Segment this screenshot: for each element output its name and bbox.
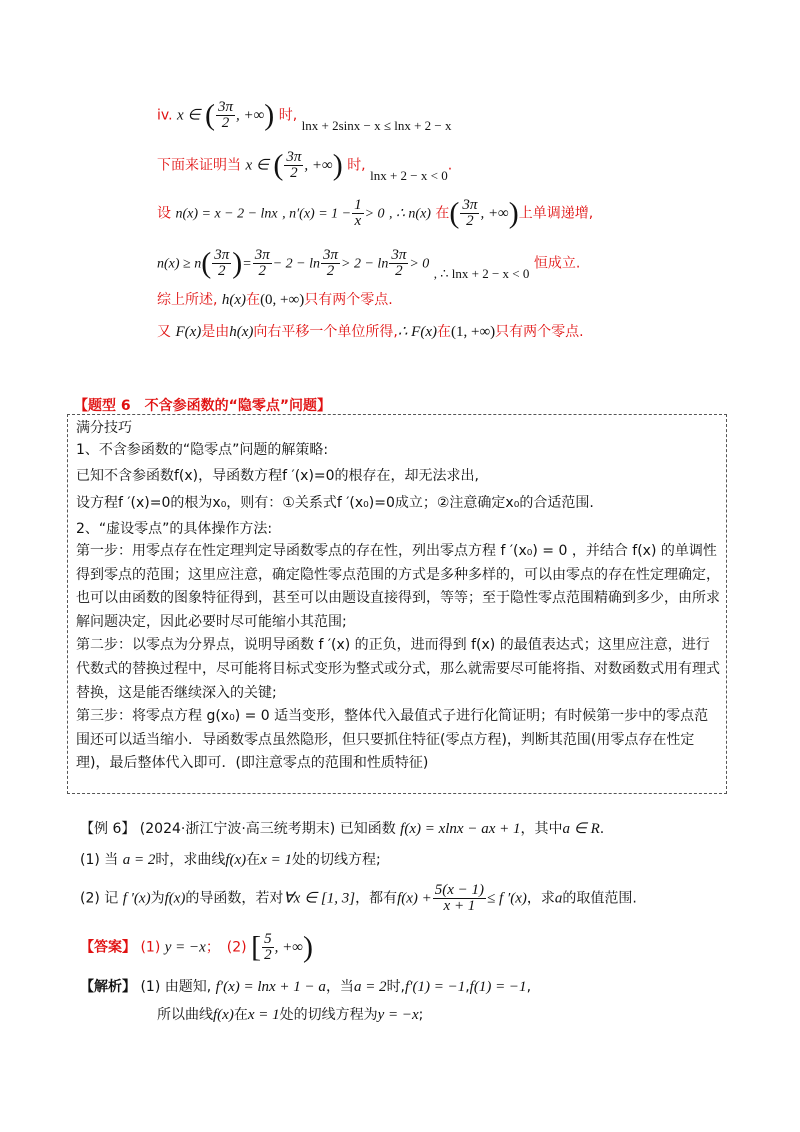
period: .	[599, 821, 605, 837]
zai-text: 在	[246, 852, 261, 868]
range-text: 的取值范围.	[562, 890, 637, 907]
n-deriv: , n′(x) = 1 −	[282, 206, 352, 222]
shi-text: 时,	[278, 107, 298, 124]
n-def: n(x) = x − 2 − lnx	[175, 206, 278, 222]
f-x: f(x)	[225, 852, 247, 868]
frac-num: 3π	[391, 247, 407, 263]
fraction-3pi-2	[284, 150, 303, 181]
part1-when: (1) 当	[80, 852, 119, 868]
left-bracket: [	[251, 930, 262, 964]
frac-num: 1	[354, 197, 362, 213]
frac-num: 5	[264, 931, 272, 947]
math-x-in: x ∈	[245, 157, 269, 174]
right-paren: )	[232, 246, 243, 280]
tips-p7: 第三步：将零点方程 g(x₀) = 0 适当变形，整体代入最值式子进行化简证明；有时候第一步中的零点范围还可以适当缩小．导函数零点虽然隐形，但只要抓住特征(零点方程)，判断其范围(用零点存在性定理)，最后整体代入即可．(即注意零点的范围和性质特征)	[76, 708, 709, 772]
section-title: 【题型 6 不含参函数的“隐零点”问题】	[74, 398, 332, 414]
zai-text: 在	[233, 1007, 248, 1023]
left-paren: (	[201, 246, 212, 280]
tips-p1: 1、不含参函数的“隐零点”问题的解策略:	[76, 442, 329, 459]
prove-text: 下面来证明当	[157, 157, 241, 174]
fraction-3pi-2	[321, 248, 340, 279]
forall-x: ∀x ∈ [1, 3]	[283, 890, 356, 907]
tips-box	[67, 414, 727, 794]
an1-text: (1) 由题知,	[140, 979, 212, 995]
ineq-rhs: ≤ f ′(x)	[487, 890, 527, 907]
example-line-1	[80, 818, 604, 840]
let-n-line	[157, 198, 593, 229]
right-paren: )	[508, 196, 519, 230]
case-iv-line	[157, 100, 452, 131]
comma: ,	[465, 979, 470, 995]
right-paren: )	[264, 98, 275, 132]
tips-p2: 已知不含参函数f(x)，导函数方程f ′(x)=0的根存在，却无法求出,	[76, 467, 479, 484]
answer-line	[80, 932, 313, 963]
frac-num: 3π	[217, 99, 233, 115]
find-text: ，求	[526, 890, 555, 907]
two-zeros-text: 只有两个零点.	[304, 292, 393, 308]
example-line-3	[80, 883, 637, 914]
an2-text: 所以曲线	[157, 1007, 213, 1023]
comma: ,	[526, 979, 532, 995]
fraction-3pi-2	[212, 248, 231, 279]
two-zeros-text: 只有两个零点.	[495, 324, 584, 340]
tips-p6: 第二步：以零点为分界点，说明导函数 f ′(x) 的正负，进而得到 f(x) 的最值表达式；这里应注意，进行代数式的替换过程中，尽可能将目标式变形为整式或分式，那么就需要尽可能将指、对数函数式用有理式替换，这是能否继续深入的关键;	[76, 637, 720, 701]
zai-text: 在	[246, 292, 261, 308]
frac-num: 5(x − 1)	[434, 882, 485, 898]
n-bound-line	[157, 248, 580, 279]
mid3: > 2 − ln	[341, 256, 389, 272]
left-paren: (	[273, 148, 284, 182]
prove-line	[157, 150, 452, 181]
analysis-label: 【解析】	[80, 979, 136, 995]
fraction-3pi-2	[460, 198, 479, 229]
summary-text: 综上所述,	[157, 292, 218, 308]
tangent-text: 处的切线方程;	[291, 852, 381, 868]
frac-num: 3π	[323, 247, 339, 263]
a-var: a	[554, 890, 563, 907]
therefore-F: ∴ F(x)	[397, 324, 437, 340]
interval-1-inf: (1, +∞)	[450, 324, 496, 340]
interval-tail: , +∞	[235, 107, 265, 124]
fraction-5x-1	[433, 883, 486, 914]
mid2: − 2 − ln	[272, 256, 321, 272]
let-text: 设	[157, 205, 171, 222]
part2-intro: (2) 记	[80, 890, 119, 907]
example-line-2	[80, 849, 381, 871]
frac-num: 3π	[462, 197, 478, 213]
F-x: F(x)	[175, 324, 202, 340]
f-1: f(1) = −1	[469, 979, 527, 995]
zai-text: 在	[436, 324, 451, 340]
ineq-lhs: f(x) +	[397, 890, 432, 907]
mid1: =	[242, 256, 252, 272]
an1-when: ，当	[325, 979, 354, 995]
summary-line	[157, 290, 393, 310]
fraction-3pi-2	[389, 248, 408, 279]
right-paren: )	[332, 148, 343, 182]
a-in-R: a ∈ R	[562, 821, 600, 837]
answer-label: 【答案】	[80, 939, 136, 956]
h-x: h(x)	[221, 292, 247, 308]
tangent-is-text: 处的切线方程为	[279, 1007, 378, 1023]
h-x: h(x)	[229, 324, 254, 340]
f-x: f(x)	[164, 890, 186, 907]
an1-shi: 时,	[386, 979, 406, 995]
f-prime-x: f ′(x)	[122, 890, 151, 907]
therefore-ineq: , ∴ lnx + 2 − x < 0	[433, 265, 530, 281]
tips-p5: 第一步：用零点存在性定理判定导函数零点的存在性，列出零点方程 f ′(x₀) = 0 ，并结合 f(x) 的单调性得到零点的范围；这里应注意，确定隐性零点范围的方式是多种多样的，可以由零点的存在性定理确定，也可以由函数的图象特征得到，甚至可以由题设直接得到，等等；至于隐性零点范围精确到多少，由所求解问题决定，因此必要时尽可能缩小其范围;	[76, 543, 720, 630]
answer-1-math: y = −x	[164, 939, 206, 956]
frac-den: 2	[290, 165, 298, 181]
analysis-line-2	[157, 1004, 423, 1026]
fraction-1-x	[352, 198, 364, 229]
mid4: > 0	[409, 256, 430, 272]
fraction-3pi-2	[253, 248, 272, 279]
interval-0-inf: (0, +∞)	[260, 292, 305, 308]
period: .	[447, 157, 453, 174]
f-prime-1: f′(1) = −1	[405, 979, 466, 995]
frac-den: 2	[326, 263, 335, 279]
shi-you-text: 是由	[201, 324, 230, 340]
frac-den: 2	[264, 947, 272, 963]
frac-den: 2	[395, 263, 403, 279]
fraction-3pi-2	[216, 100, 235, 131]
answer-1: (1)	[140, 939, 161, 956]
frac-den: 2	[221, 115, 230, 131]
interval-tail: , +∞	[304, 157, 333, 174]
frac-den: x + 1	[443, 898, 476, 914]
zai-text: 在	[435, 205, 450, 222]
function-def: f(x) = xlnx − ax + 1	[400, 821, 521, 837]
frac-num: 3π	[286, 149, 302, 165]
frac-den: x	[354, 213, 362, 229]
analysis-line-1	[80, 976, 531, 998]
x-eq-1: x = 1	[247, 1007, 280, 1023]
frac-num: 3π	[254, 247, 270, 263]
frac-den: 2	[466, 213, 474, 229]
a-eq-2: a = 2	[122, 852, 156, 868]
tips-p4: 2、“虚设零点”的具体操作方法:	[76, 520, 273, 537]
semicolon: ;	[418, 1007, 424, 1023]
tips-heading: 满分技巧	[76, 420, 132, 436]
inequality-iv: lnx + 2sinx − x ≤ lnx + 2 − x	[301, 117, 452, 133]
have-text: ，都有	[355, 890, 398, 907]
also-text: 又	[157, 324, 171, 340]
n-deriv-rhs: > 0	[364, 206, 385, 222]
math-x-in: x ∈	[177, 107, 201, 124]
fraction-5-2	[262, 932, 274, 963]
frac-den: 2	[258, 263, 266, 279]
interval-tail: , +∞	[480, 205, 509, 222]
inequality-prove: lnx + 2 − x < 0	[370, 167, 448, 183]
n-bound-lhs: n(x) ≥ n	[157, 256, 202, 272]
left-paren: (	[204, 98, 215, 132]
example-intro: 【例 6】 (2024·浙江宁波·高三统考期末) 已知函数	[80, 821, 396, 837]
right-paren: )	[302, 930, 313, 964]
wei-text: 为	[150, 890, 165, 907]
therefore-n: , ∴ n(x)	[389, 206, 431, 222]
x-eq-1: x = 1	[260, 852, 292, 868]
also-line	[157, 322, 584, 342]
interval-tail: , +∞	[274, 939, 303, 956]
f-prime-def: f′(x) = lnx + 1 − a	[215, 979, 326, 995]
shift-text: 向右平移一个单位所得,	[253, 324, 398, 340]
left-paren: (	[449, 196, 460, 230]
frac-num: 3π	[214, 247, 230, 263]
a-eq-2: a = 2	[353, 979, 387, 995]
always-holds-text: 恒成立.	[533, 255, 581, 272]
where-text: ，其中	[520, 821, 563, 837]
derivative-text: 的导函数，若对	[185, 890, 284, 907]
f-x: f(x)	[213, 1007, 234, 1023]
tips-box-content	[76, 417, 721, 776]
tips-p3: 设方程f ′(x)=0的根为x₀，则有：①关系式f ′(x₀)=0成立；②注意确定x₀的合适范围.	[76, 495, 594, 512]
y-eq-neg-x: y = −x	[377, 1007, 419, 1023]
answer-sep: ； (2)	[205, 939, 247, 956]
frac-den: 2	[217, 263, 226, 279]
shi-text: 时,	[347, 157, 366, 174]
part1-text: 时，求曲线	[155, 852, 226, 868]
increasing-text: 上单调递增,	[518, 205, 594, 222]
case-iv-label: iv.	[157, 107, 173, 124]
